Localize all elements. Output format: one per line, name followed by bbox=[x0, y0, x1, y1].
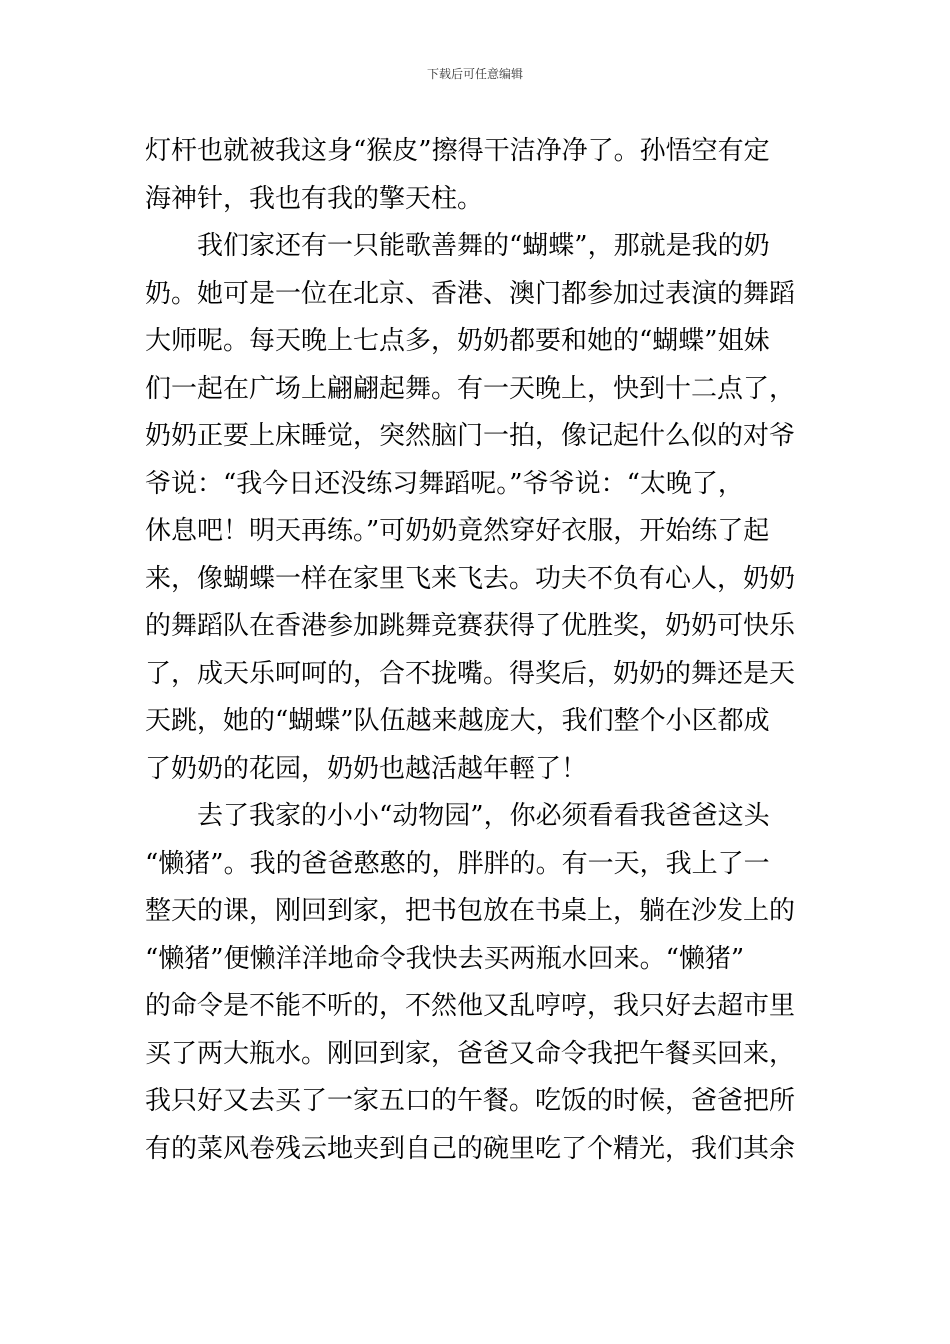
page-header: 下载后可任意编辑 bbox=[426, 67, 523, 81]
text-line: 奶奶正要上床睡觉，突然脑门一拍，像记起什么似的对爷 bbox=[145, 421, 796, 451]
text-line: 灯杆也就被我这身“猴皮”擦得干洁净净了。孙悟空有定 bbox=[145, 136, 770, 166]
text-line: 大师呢。每天晚上七点多，奶奶都要和她的“蝴蝶”姐妹 bbox=[145, 326, 770, 356]
paragraph-first-line: 我们家还有一只能歌善舞的“蝴蝶”，那就是我的奶 bbox=[197, 231, 770, 261]
paragraph-first-line: 去了我家的小小“动物园”，你必须看看我爸爸这头 bbox=[197, 801, 770, 831]
text-line: 了奶奶的花园，奶奶也越活越年輕了！ bbox=[145, 753, 588, 784]
text-line: 奶。她可是一位在北京、香港、澳门都参加过表演的舞蹈 bbox=[145, 278, 796, 309]
text-line: 买了两大瓶水。刚回到家，爸爸又命令我把午餐买回来， bbox=[145, 1038, 796, 1069]
text-line: 的命令是不能不听的，不然他又乱哼哼，我只好去超市里 bbox=[145, 991, 796, 1021]
body-text bbox=[145, 128, 810, 1173]
text-line: 天跳，她的“蝴蝶”队伍越来越庞大，我们整个小区都成 bbox=[145, 706, 770, 736]
text-line: 休息吧！明天再练。”可奶奶竟然穿好衣服，开始练了起 bbox=[145, 516, 770, 546]
text-line: “懒猪”便懒洋洋地命令我快去买两瓶水回来。“懒猪” bbox=[145, 943, 745, 974]
text-line: 了，成天乐呵呵的，合不拢嘴。得奖后，奶奶的舞还是天 bbox=[145, 658, 796, 689]
text-line: 有的菜风卷残云地夹到自己的碗里吃了个精光，我们其余 bbox=[145, 1133, 796, 1164]
text-line: 的舞蹈队在香港参加跳舞竞赛获得了优胜奖，奶奶可快乐 bbox=[145, 611, 796, 641]
text-line: 海神针，我也有我的擎天柱。 bbox=[145, 183, 484, 214]
text-line: 们一起在广场上翩翩起舞。有一天晚上，快到十二点了， bbox=[145, 373, 796, 404]
text-line: 整天的课，刚回到家，把书包放在书桌上，躺在沙发上的 bbox=[145, 896, 796, 926]
text-line: 来，像蝴蝶一样在家里飞来飞去。功夫不负有心人，奶奶 bbox=[145, 563, 796, 594]
text-line: 我只好又去买了一家五口的午餐。吃饭的时候，爸爸把所 bbox=[145, 1086, 796, 1116]
text-line: “懒猪”。我的爸爸憨憨的，胖胖的。有一天，我上了一 bbox=[145, 848, 770, 879]
text-line: 爷说：“我今日还没练习舞蹈呢。”爷爷说：“太晚了， bbox=[145, 468, 744, 499]
